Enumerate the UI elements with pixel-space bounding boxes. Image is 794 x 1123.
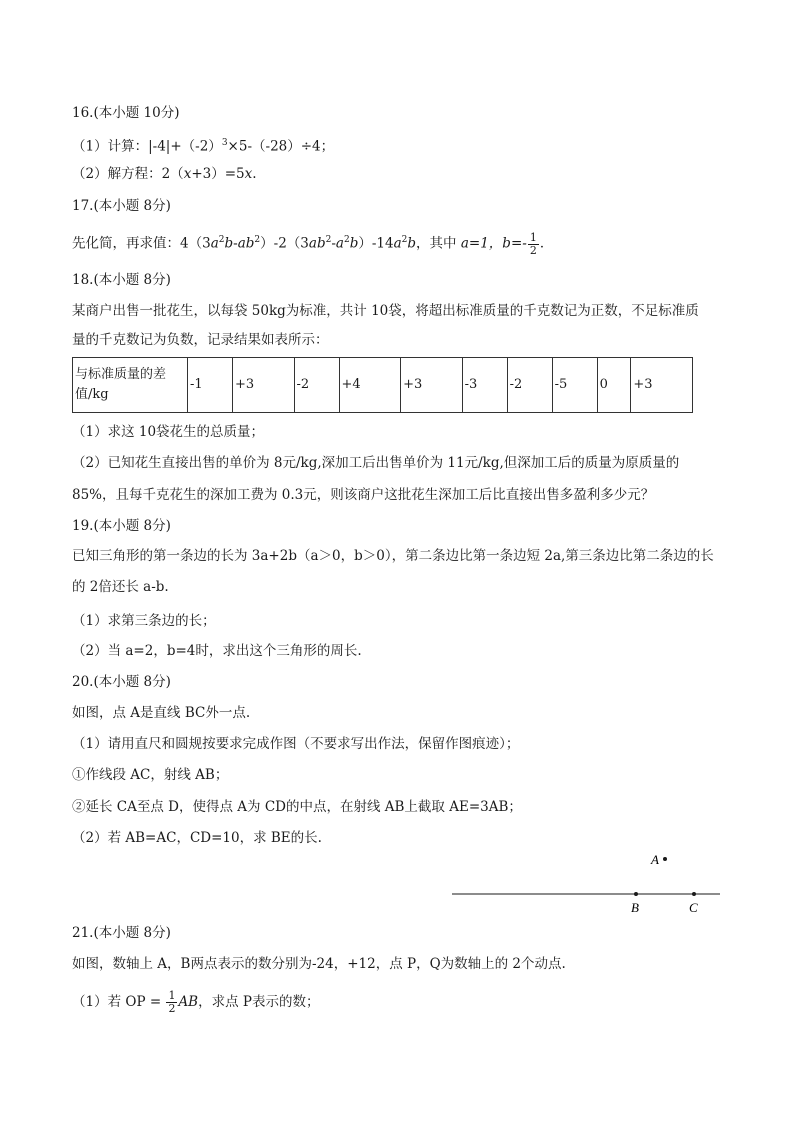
table-cell: +3 — [401, 358, 463, 413]
q19-part2: （2）当 a=2，b=4时，求出这个三角形的周长. — [72, 643, 362, 659]
table-header-cell: 与标准质量的差 值/kg — [73, 358, 188, 413]
table-cell: -2 — [294, 358, 339, 413]
table-row — [73, 358, 693, 413]
q19-line2: 的 2倍还长 a-b. — [72, 579, 169, 595]
q21-fraction: $\frac{1}{2}$ — [168, 989, 176, 1015]
q20-step2: ②延长 CA至点 D，使得点 A为 CD的中点，在射线 AB上截取 AE=3AB； — [72, 799, 522, 815]
q19-part1: （1）求第三条边的长； — [72, 613, 216, 629]
point-b — [634, 892, 638, 896]
q18-part1: （1）求这 10袋花生的总质量； — [72, 424, 265, 440]
q20-part2: （2）若 AB=AC，CD=10，求 BE的长. — [72, 830, 322, 846]
table-cell: -1 — [188, 358, 233, 413]
q17-fraction: $\frac{1}{2}$ — [529, 230, 537, 257]
q17-text: 先化简，再求值：$4(3a^2b-ab^2)-2(3ab^2-a^2b)-14a^2b$，其中 a=1，b=- $\frac{1}{2}$ ． — [72, 230, 554, 257]
q19-line1: 已知三角形的第一条边的长为 3a+2b（a＞0，b＞0），第二条边比第一条边短 2a,第三条边比第二条边的长 — [72, 548, 714, 564]
q18-heading: 18.(本小题 8分) — [72, 272, 171, 288]
q16-part1: （1）计算：$|-4|+(-2)^3\times 5-(-28)\div 4$； — [72, 138, 335, 155]
label-a: A — [651, 852, 659, 867]
point-c — [692, 892, 696, 896]
q20-heading: 20.(本小题 8分) — [72, 674, 171, 690]
table-cell: 0 — [597, 358, 631, 413]
q18-line2: 量的千克数记为负数，记录结果如表所示： — [72, 332, 329, 348]
table-cell: +3 — [232, 358, 294, 413]
q18-part2a: （2）已知花生直接出售的单价为 8元/kg,深加工后出售单价为 11元/kg,但深加工后的质量为原质量的 — [72, 455, 680, 471]
table-cell: +4 — [339, 358, 401, 413]
table-cell: +3 — [631, 358, 693, 413]
table-cell: -3 — [462, 358, 507, 413]
q16-heading: 16.(本小题 10分) — [72, 105, 180, 121]
table-cell: -5 — [552, 358, 597, 413]
q16-part2: （2）解方程：2（x+3）=5x. — [72, 166, 257, 182]
q21-heading: 21.(本小题 8分) — [72, 925, 171, 941]
label-b: B — [631, 900, 639, 915]
q20-line1: 如图，点 A是直线 BC外一点. — [72, 705, 251, 721]
deviation-table — [72, 357, 693, 413]
q20-part1: （1）请用直尺和圆规按要求完成作图（不要求写出作法，保留作图痕迹）； — [72, 736, 520, 752]
geometry-figure — [440, 845, 730, 920]
q18-line1: 某商户出售一批花生，以每袋 50kg为标准，共计 10袋，将超出标准质量的千克数记为正数，不足标准质 — [72, 303, 699, 319]
q21-part1: （1）若 OP = $\frac{1}{2}$ AB，求点 P表示的数； — [72, 989, 320, 1015]
q17-heading: 17.(本小题 8分) — [72, 198, 171, 214]
q20-step1: ①作线段 AC，射线 AB； — [72, 767, 229, 783]
q21-line1: 如图，数轴上 A，B两点表示的数分别为-24，+12，点 P，Q为数轴上的 2个动点. — [72, 956, 566, 972]
q19-heading: 19.(本小题 8分) — [72, 518, 171, 534]
point-a — [663, 857, 667, 861]
table-cell: -2 — [507, 358, 552, 413]
label-c: C — [689, 900, 698, 915]
q18-part2b: 85%，且每千克花生的深加工费为 0.3元，则该商户这批花生深加工后比直接出售多盈利多少元？ — [72, 487, 655, 503]
